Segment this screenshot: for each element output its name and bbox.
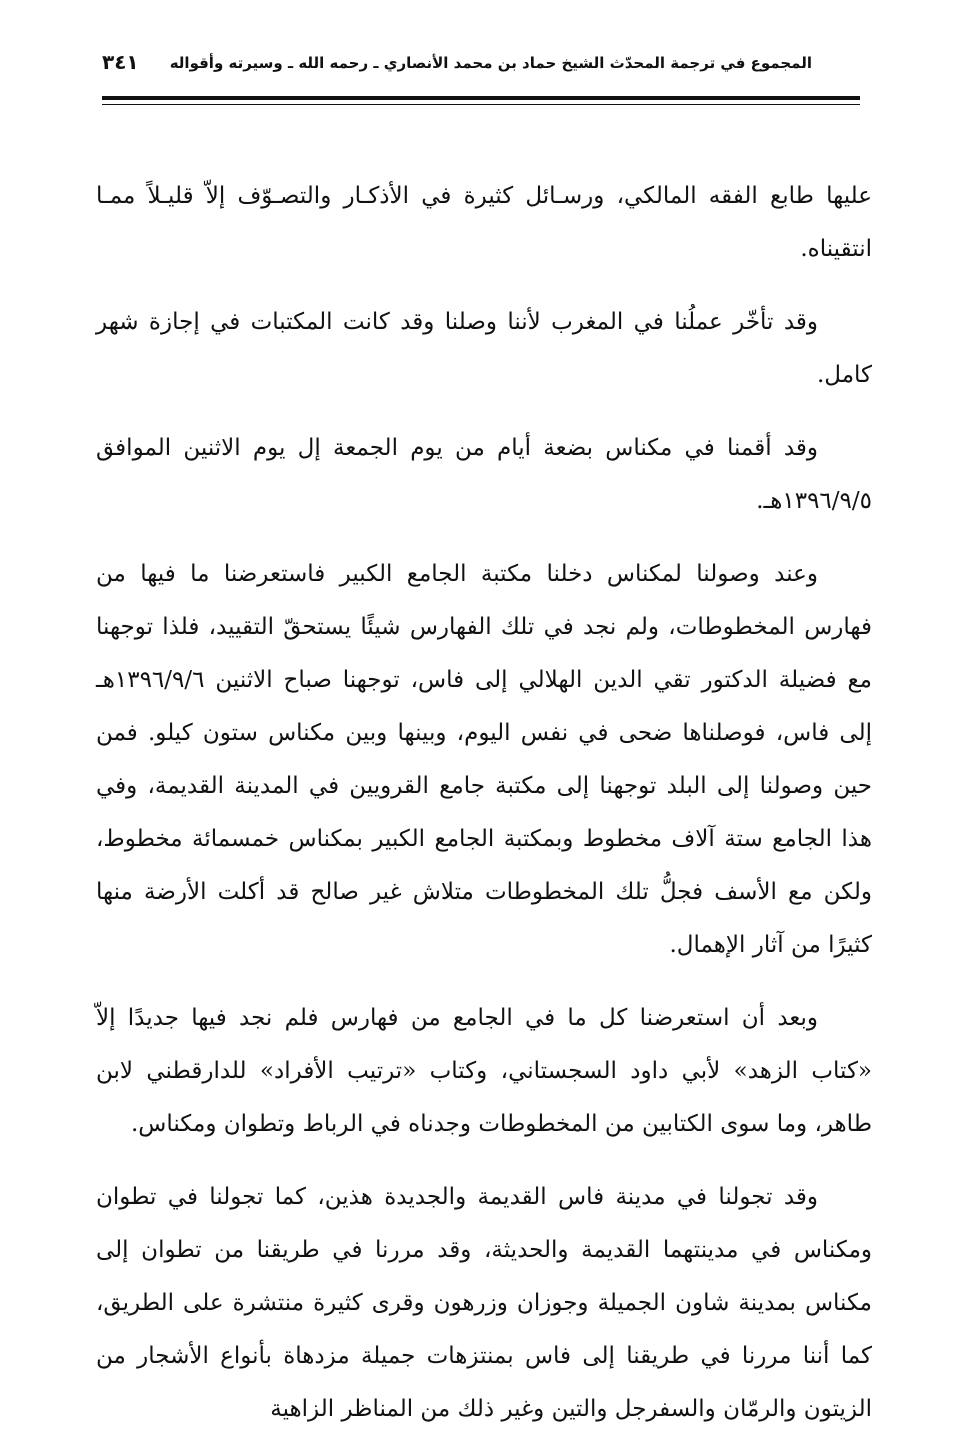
paragraph: وبعد أن استعرضنا كل ما في الجامع من فهارس فلم نجد فيها جديدًا إلاّ «كتاب الزهد» لأبي داود السجستاني، وكتاب «ترتيب الأفراد» للدارقطني لابن طاهر، وما سوى الكتابين من المخطوطات وجدناه في الرباط وتطوان ومكناس. (96, 1005, 872, 1137)
running-title: المجموع في ترجمة المحدّث الشيخ حماد بن محمد الأنصاري ـ رحمه الله ـ وسيرته وأقواله (169, 54, 812, 72)
paragraph: وقد أقمنا في مكناس بضعة أيام من يوم الجمعة إل يوم الاثنين الموافق ١٣٩٦/٩/٥هـ. (96, 435, 872, 514)
paragraph: وعند وصولنا لمكناس دخلنا مكتبة الجامع الكبير فاستعرضنا ما فيها من فهارس المخطوطات، ولم نجد في تلك الفهارس شيئًا يستحقّ التقييد، فلذا توجهنا مع فضيلة الدكتور تقي الدين الهلالي إلى فاس، توجهنا صباح الاثنين ١٣٩٦/٩/٦هـ إلى فاس، فوصلناها ضحى في نفس اليوم، وبينها وبين مكناس ستون كيلو. فمن حين وصولنا إلى البلد توجهنا إلى مكتبة جامع القرويين في المدينة القديمة، وفي هذا الجامع ستة آلاف مخطوط وبمكتبة الجامع الكبير بمكناس خمسمائة مخطوط، ولكن مع الأسف فجلُّ تلك المخطوطات متلاش غير صالح قد أكلت الأرضة منها كثيرًا من آثار الإهمال. (96, 561, 872, 958)
paragraph: وقد تأخّر عملُنا في المغرب لأننا وصلنا وقد كانت المكتبات في إجازة شهر كامل. (96, 309, 872, 388)
header-rule-thick (102, 96, 860, 100)
page-header (96, 44, 816, 84)
paragraph: وقد تجولنا في مدينة فاس القديمة والجديدة هذين، كما تجولنا في تطوان ومكناس في مدينتهما القديمة والحديثة، وقد مررنا في طريقنا من تطوان إلى مكناس بمدينة شاون الجميلة وجوزان وزرهون وقرى كثيرة منتشرة على الطريق، كما أننا مررنا في طريقنا إلى فاس بمنتزهات جميلة مزدهاة بأنواع الأشجار من الزيتون والرمّان والسفرجل والتين وغير ذلك من المناظر الزاهية (96, 1184, 872, 1422)
header-rule-thin (102, 104, 860, 105)
body-text (96, 170, 872, 1456)
paragraph-continuation: عليها طابع الفقه المالكي، ورسـائل كثيرة في الأذكـار والتصـوّف إلاّ قليـلاً ممـا انتقيناه. (96, 183, 872, 262)
page-number: ٣٤١ (102, 50, 139, 74)
